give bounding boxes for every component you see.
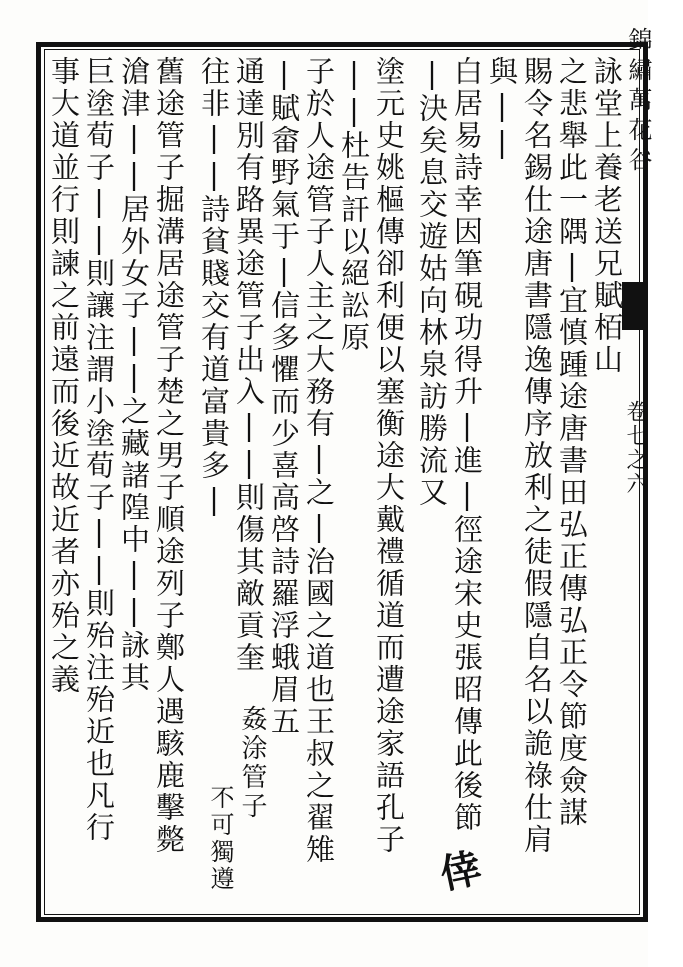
header-tab-block (622, 282, 648, 330)
corner-large-glyph: 倖 (436, 844, 486, 899)
text-column-15: 巨塗荀子||則讓注謂小塗荀子||則殆注殆近也凡行 (82, 56, 116, 844)
gloss-title: 姦涂管子 (237, 705, 267, 821)
text-column-4: 與|| (485, 56, 519, 162)
text-column-9: 子於人途管子人主之大務有|之|治國之道也王叔之翟雉 (302, 56, 336, 866)
text-column-8: ||杜告訐以絕訟原 (337, 56, 371, 354)
text-column-7: 塗元史姚樞傳卻利便以塞衡途大戴禮循道而遭途家語孔子 (372, 56, 406, 856)
text-column-6: |決矣息交遊姑向林泉訪勝流又 (415, 56, 449, 509)
text-column-11: 通達別有路異途管子出入||則傷其敵貢奎 (232, 56, 266, 674)
text-column-12: 往非||詩貧賤交有道富貴多| (197, 56, 231, 519)
text-column-14: 滄津||居外女子||之藏諸隍中||詠其 (117, 56, 151, 694)
text-column-13: 舊途管子掘溝居途管子楚之男子順途列子鄭人遇駭鹿擊斃 (152, 56, 186, 856)
gloss-body: 不可獨遵 (206, 785, 234, 893)
text-column-3: 賜令名錫仕途唐書隱逸傳序放利之徒假隱自名以詭祿仕肩 (520, 56, 554, 856)
volume-label: 卷七之六 (623, 400, 648, 496)
text-column-1: 詠堂上養老送兄賦栢山 (590, 56, 624, 376)
text-column-5: 白居易詩幸因筆硯功得升|進|徑途宋史張昭傳此後節 (450, 56, 484, 834)
header-tab-title: 錦繡萬花谷 (624, 27, 652, 177)
text-column-10: |賦畲野氣于|信多懼而少喜高啓詩羅浮蛾眉五 (267, 56, 301, 738)
text-column-16: 事大道並行則諫之前遠而後近故近者亦殆之義 (47, 56, 81, 696)
text-column-2: 之悲舉此一隅|宜慎踵途唐書田弘正傳弘正令節度僉謀 (555, 56, 589, 829)
